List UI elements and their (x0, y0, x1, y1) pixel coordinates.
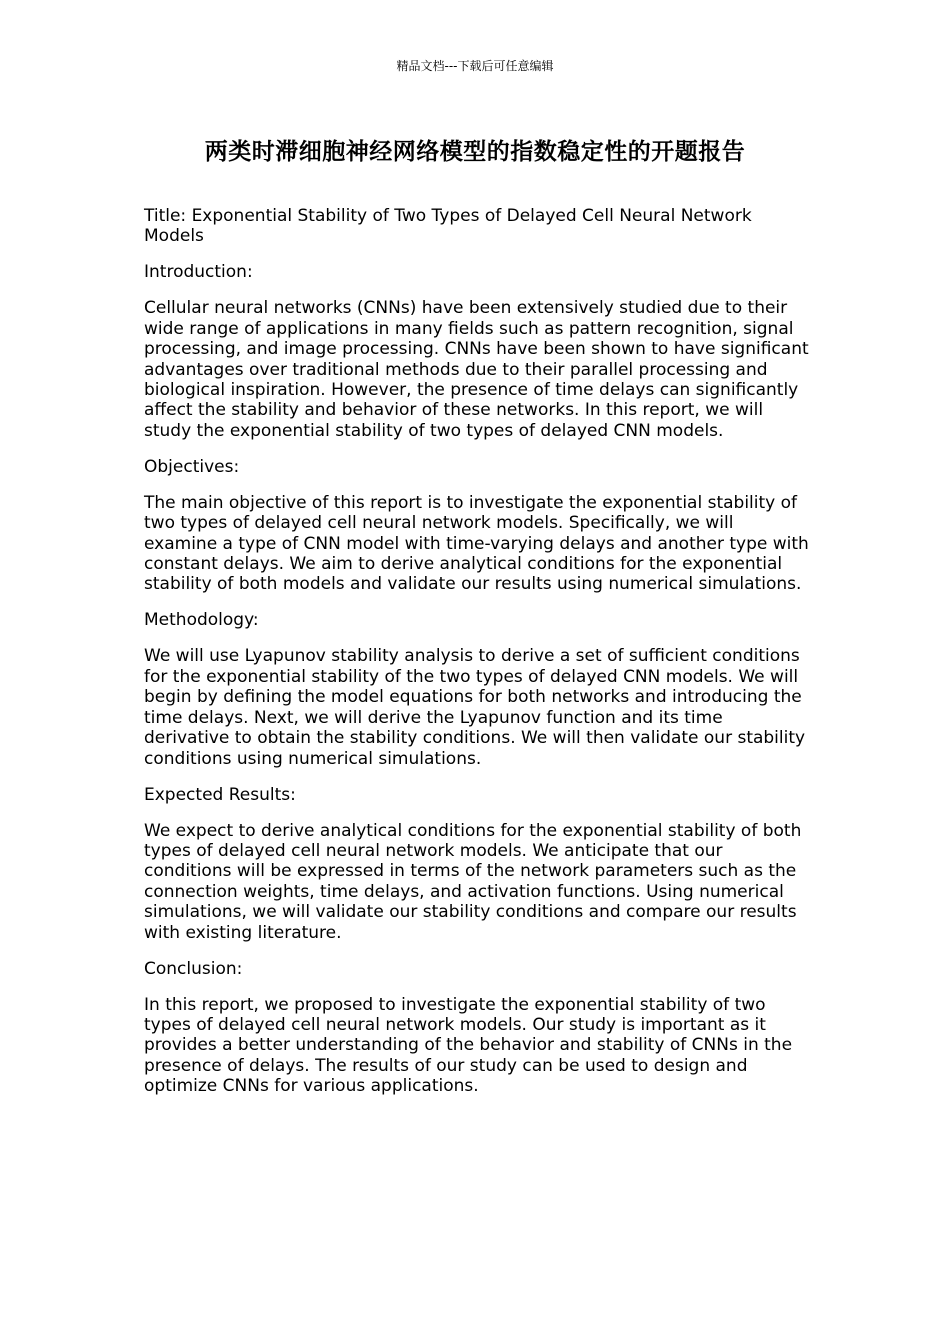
introduction-paragraph: Cellular neural networks (CNNs) have been extensively studied due to their wide range of applications in many fields such as pattern recognition, signal processing, and image processing. CNNs have been shown to have significant advantages over traditional methods due to their parallel processing and biological inspiration. However, the presence of time delays can significantly affect the stability and behavior of these networks. In this report, we will study the exponential stability of two types of delayed CNN models. (144, 298, 809, 441)
conclusion-paragraph: In this report, we proposed to investigate the exponential stability of two types of delayed cell neural network models. Our study is important as it provides a better understanding of the behavior and stability of CNNs in the presence of delays. The results of our study can be used to design and optimize CNNs for various applications. (144, 994, 793, 1097)
section-heading-expected-results: Expected Results: (144, 784, 296, 805)
objectives-paragraph: The main objective of this report is to investigate the exponential stability of two types of delayed cell neural network models. Specifically, we will examine a type of CNN model with time-varying delays and another type with constant delays. We aim to derive analytical conditions for the exponential stability of both models and validate our results using numerical simulations. (144, 492, 809, 595)
document-title: 两类时滞细胞神经网络模型的指数稳定性的开题报告 (204, 139, 746, 165)
document-body (144, 206, 812, 1112)
section-heading-objectives: Objectives: (144, 456, 240, 477)
expected-results-paragraph: We expect to derive analytical conditions for the exponential stability of both types of delayed cell neural network models. We anticipate that our conditions will be expressed in terms of the network parameters such as the connection weights, time delays, and activation functions. Using numerical simulations, we will validate our stability conditions and compare our results with existing literature. (144, 820, 802, 943)
page-header: 精品文档---下载后可任意编辑 (396, 59, 554, 73)
section-heading-introduction: Introduction: (144, 262, 253, 283)
methodology-paragraph: We will use Lyapunov stability analysis to derive a set of sufficient conditions for the exponential stability of the two types of delayed CNN models. We will begin by defining the model equations for both networks and introducing the time delays. Next, we will derive the Lyapunov function and its time derivative to obtain the stability conditions. We will then validate our stability conditions using numerical simulations. (144, 646, 806, 769)
title-line: Title: Exponential Stability of Two Types of Delayed Cell Neural Network Models (144, 206, 752, 247)
section-heading-methodology: Methodology: (144, 610, 259, 631)
section-heading-conclusion: Conclusion: (144, 958, 243, 979)
